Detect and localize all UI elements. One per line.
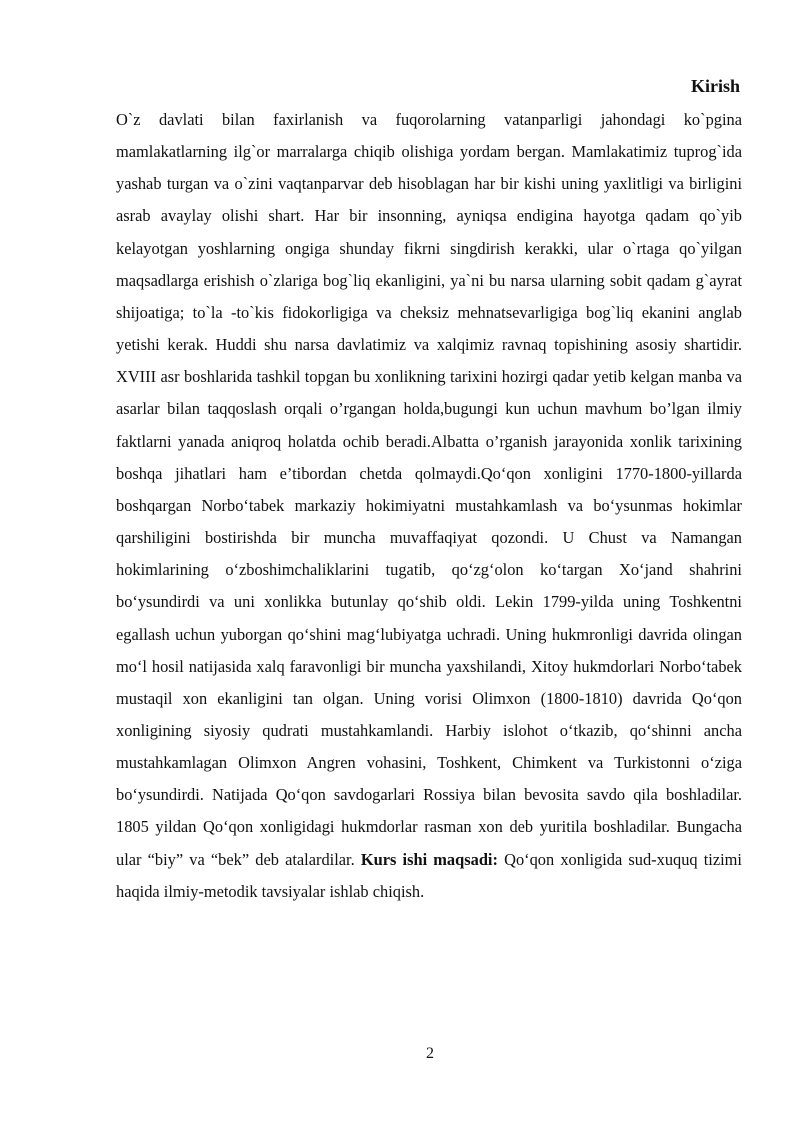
intro-text: O`z davlati bilan faxirlanish va fuqorolarning vatanparligi jahondagi ko`pgina mamlakatlarning ilg`or marralarga chiqib olishiga yordam bergan. Mamlakatimiz tuprog`ida yashab turgan va o`zini vaqtanparvar deb hisoblagan har bir kishi uning yaxlitligi va birligini asrab avaylay olishi shart. Har bir insonning, ayniqsa endigina hayotga qadam qo`yib kelayotgan yoshlarning ongiga shunday fikrni singdirish kerakki, ular o`rtaga qo`yilgan maqsadlarga erishish o`zlariga bog`liq ekanligini, ya`ni bu narsa ularning sobit qadam g`ayrat shijoatiga; to`la -to`kis fidokorligiga va cheksiz mehnatsevarligiga bog`liq ekanini anglab yetishi kerak. Huddi shu narsa davlatimiz va xalqimiz ravnaq topishining asosiy shartidir. XVIII asr boshlarida tashkil topgan bu xonlikning tarixini hozirgi qadar yetib kelgan manba va asarlar bilan taqqoslash orqali o’rgangan holda,bugungi kun uchun mavhum bo’lgan ilmiy faktlarni yanada aniqroq holatda ochib beradi.Albatta o’rganish jarayonida xonlik tarixining boshqa jihatlari ham e’tibordan chetda qolmaydi.Qo‘qon xonligini 1770-1800-yillarda boshqargan Norbo‘tabek markaziy hokimiyatni mustahkamlash va bo‘ysunmas hokimlar qarshiligini bostirishda bir muncha muvaffaqiyat qozondi. U Chust va Namangan hokimlarining o‘zboshimchaliklarini tugatib, qo‘zg‘olon ko‘targan Xo‘jand shahrini bo‘ysundirdi va uni xonlikka butunlay qo‘shib oldi. Lekin 1799-yilda uning Toshkentni egallash uchun yuborgan qo‘shini mag‘lubiyatga uchradi. Uning hukmronligi davrida olingan mo‘l hosil natijasida xalq faravonligi bir muncha yaxshilandi, Xitoy hukmdorlari Norbo‘tabek mustaqil xon ekanligini tan olgan. Uning vorisi Olimxon (1800-1810) davrida Qo‘qon xonligining siyosiy qudrati mustahkamlandi. Harbiy islohot o‘tkazib, qo‘shinni ancha mustahkamlagan Olimxon Angren vohasini, Toshkent, Chimkent va Turkistonni o‘ziga bo‘ysundirdi. Natijada Qo‘qon savdogarlari Rossiya bilan bevosita savdo qila boshladilar. 1805 yildan Qo‘qon xonligidagi hukmdorlar rasman xon deb yuritila boshladilar. Bungacha ular “biy” va “bek” deb atalardilar. [116,110,742,869]
body-paragraph [116,104,742,908]
page-number: 2 [426,1045,434,1062]
goal-label: Kurs ishi maqsadi: [360,849,498,869]
goal-text: Qo‘qon xonligida sud-xuquq tizimi haqida ilmiy-metodik tavsiyalar ishlab chiqish. [116,849,742,901]
section-heading: Kirish [690,76,740,96]
